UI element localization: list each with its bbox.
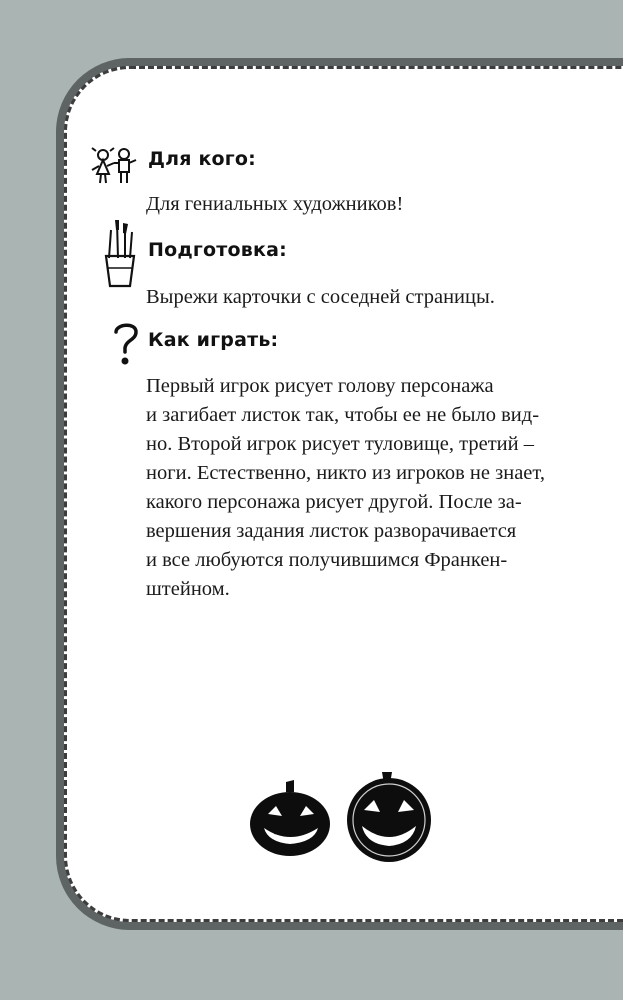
text-prep: Вырежи карточки с соседней страницы.	[146, 286, 495, 308]
brushes-cup-icon	[101, 218, 139, 288]
heading-prep-label: Подготовка:	[148, 239, 287, 261]
jack-o-lantern-icon	[347, 772, 431, 862]
heading-howto-label: Как играть:	[148, 329, 279, 351]
text-howto-line: и загибает листок так, чтобы ее не было вид-	[146, 404, 540, 426]
text-howto-line: но. Второй игрок рисует туловище, третий –	[146, 433, 534, 455]
kids-icon	[86, 146, 140, 186]
text-howto-line: и все любуются получившимся Франкен-	[146, 549, 508, 571]
pumpkins-decoration	[248, 770, 438, 862]
text-howto-line: вершения задания листок разворачивается	[146, 520, 517, 542]
jack-o-lantern-icon	[250, 780, 330, 856]
text-howto-line: штейном.	[146, 578, 230, 600]
section-heading-howto	[148, 329, 278, 351]
heading-who-label: Для кого:	[148, 148, 256, 170]
text-howto-line: какого персонажа рисует другой. После за-	[146, 491, 522, 513]
text-who: Для гениальных художников!	[146, 193, 404, 215]
text-howto-line: ноги. Естественно, никто из игроков не знает,	[146, 462, 545, 484]
section-heading-who	[148, 148, 256, 170]
text-howto	[146, 372, 551, 604]
section-heading-prep	[148, 239, 287, 261]
text-howto-line: Первый игрок рисует голову персонажа	[146, 375, 494, 397]
question-mark-icon	[110, 320, 142, 366]
